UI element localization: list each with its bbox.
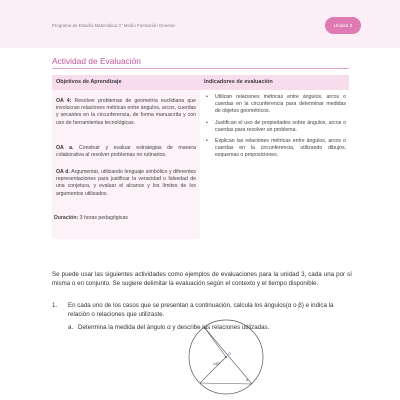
question-text: En cada uno de los casos que se presentan a continuación, calcula los ángulos(α o β) e indica la relación o relaciones que utilizaste. — [68, 302, 334, 318]
duration-value: 3 horas pedagógicas — [79, 215, 128, 221]
objective-code: OA 4: — [56, 98, 72, 104]
objective-code: OA d. — [56, 169, 70, 175]
subquestion-text: Determina la medida del ángulo α y describe las relaciones utilizadas. — [78, 324, 270, 331]
question-number: 1. — [52, 302, 58, 309]
circle-figure — [186, 313, 266, 400]
objective-text: Construir y evaluar estrategias de manera colaborativa al resolver problemas no rutinarios. — [56, 145, 197, 159]
page-title: Actividad de Evaluación — [52, 56, 141, 66]
objective-oad — [56, 169, 196, 198]
objective-oaa — [56, 145, 196, 159]
indicator-text: Utilizan relaciones métricas entre ángulos, arcos o cuerdas en la circunferencia para determinar medidas de objetos geométricos. — [215, 94, 346, 115]
objective-oa4 — [56, 98, 196, 127]
center-point — [225, 356, 227, 358]
bullet-icon: • — [206, 138, 208, 145]
indicator-text: Justifican el uso de propiedades sobre ángulos, arcos o cuerdas para resolver un problema. — [215, 119, 346, 133]
indicator-item — [206, 94, 346, 116]
program-title: Programa de Estudio Matemática 3° Medio Formación General — [52, 23, 175, 28]
unit-badge: Unidad 3 — [325, 17, 361, 34]
radius-line — [204, 327, 226, 357]
objective-text: Resolver problemas de geometría euclidiana que involucran relaciones métricas entre ángulos, arcos, cuerdas y secantes en la circunferencia, de forma manuscrita y con uso de herramientas tecnológicas. — [56, 98, 196, 126]
title-divider — [52, 68, 349, 69]
objective-code: OA a. — [56, 145, 74, 151]
indicator-text: Explican las relaciones métricas entre ángulos, arcos o cuerdas en la circunferencia, utilizando dibujos, esquemas o proposiciones. — [215, 138, 346, 159]
indicator-item — [206, 138, 346, 160]
indicators-heading: Indicadores de evaluación — [200, 75, 349, 90]
angle-label: 140° — [213, 362, 221, 366]
alpha-label: α — [246, 378, 248, 382]
chord-line — [200, 383, 252, 384]
indicators-list — [206, 94, 346, 164]
page-header — [0, 0, 400, 48]
bullet-icon: • — [206, 94, 208, 100]
objectives-heading: Objetivos de Aprendizaje — [52, 75, 200, 90]
indicator-item — [206, 120, 346, 134]
center-label: O — [228, 351, 232, 356]
objective-text: Argumentar, utilizando lenguaje simbólico y diferentes representaciones para justificar la veracidad o falsedad de una conjetura, y evaluar el alcance y los límites de los argumentos utilizados. — [56, 169, 196, 197]
radius-line — [200, 357, 226, 383]
intro-paragraph: Se puede usar las siguientes actividades como ejemplos de evaluaciones para la unidad 3, cada una por sí misma o en conjunto. Se sugiere delimitar la evaluación según el contexto y el tiempo disponible. — [52, 271, 352, 287]
subquestion-letter: a. — [68, 324, 74, 331]
duration — [54, 215, 128, 221]
duration-label: Duración: — [54, 215, 79, 221]
bullet-icon: • — [206, 119, 208, 126]
